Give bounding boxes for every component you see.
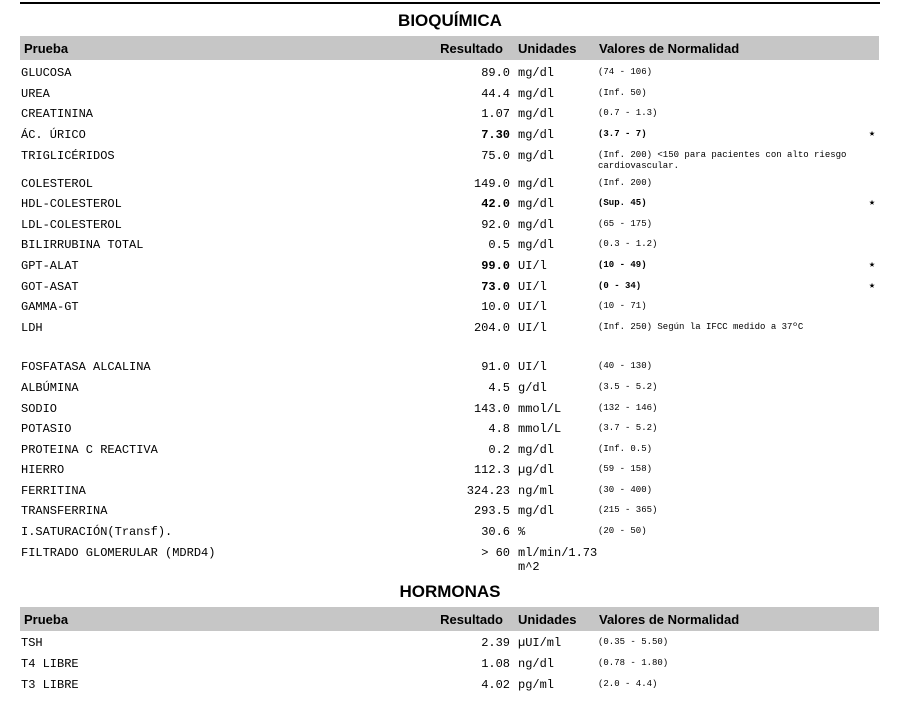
normal-range: (Sup. 45)	[598, 198, 647, 208]
test-name: BILIRRUBINA TOTAL	[21, 238, 144, 252]
test-name: T4 LIBRE	[21, 657, 79, 671]
test-name: GOT-ASAT	[21, 280, 79, 294]
normal-range: (59 - 158)	[598, 464, 653, 474]
table-row	[20, 377, 880, 397]
header-units: Unidades	[518, 612, 577, 627]
test-unit: UI/l	[518, 321, 547, 335]
test-name: CREATININA	[21, 107, 94, 121]
test-result: 4.5	[488, 381, 510, 395]
table-row	[20, 103, 880, 123]
test-name: LDH	[21, 321, 43, 335]
table-row	[20, 234, 880, 254]
test-name: FOSFATASA ALCALINA	[21, 360, 151, 374]
normal-range: (2.0 - 4.4)	[598, 679, 658, 689]
normal-range: (0.35 - 5.50)	[598, 637, 669, 647]
normal-range: (3.7 - 7)	[598, 129, 647, 139]
table-row	[20, 480, 880, 500]
normal-range: (30 - 400)	[598, 485, 653, 495]
normal-range: (3.7 - 5.2)	[598, 423, 658, 433]
test-name: TRANSFERRINA	[21, 504, 108, 518]
test-result: 99.0	[481, 259, 510, 273]
test-name: I.SATURACIÓN(Transf).	[21, 525, 173, 539]
table-header	[20, 607, 879, 631]
test-result: 75.0	[481, 149, 510, 163]
normal-range: (0 - 34)	[598, 281, 642, 291]
normal-range: (132 - 146)	[598, 403, 658, 413]
table-row	[20, 214, 880, 234]
test-unit: mg/dl	[518, 177, 555, 191]
test-name: TRIGLICÉRIDOS	[21, 149, 115, 163]
table-row	[20, 439, 880, 459]
normal-range: (10 - 49)	[598, 260, 647, 270]
test-unit: UI/l	[518, 360, 547, 374]
normal-range: (0.3 - 1.2)	[598, 239, 658, 249]
test-unit: mmol/L	[518, 422, 562, 436]
table-header	[20, 36, 879, 60]
test-unit: pg/ml	[518, 678, 555, 692]
test-name: GPT-ALAT	[21, 259, 79, 273]
test-unit: ng/dl	[518, 657, 555, 671]
normal-range: (Inf. 250) Según la IFCC medido a 37ºC	[598, 322, 804, 332]
test-result: 44.4	[481, 87, 510, 101]
test-result: 0.5	[488, 238, 510, 252]
test-name: POTASIO	[21, 422, 72, 436]
table-row	[20, 653, 880, 673]
test-result: 10.0	[481, 300, 510, 314]
table-row	[20, 632, 880, 652]
top-rule	[20, 2, 880, 4]
header-normal-range: Valores de Normalidad	[599, 612, 740, 627]
test-unit: mg/dl	[518, 197, 555, 211]
test-unit: mg/dl	[518, 87, 555, 101]
test-unit: mmol/L	[518, 402, 562, 416]
test-result: 293.5	[473, 504, 510, 518]
test-name: TSH	[21, 636, 43, 650]
test-name: FILTRADO GLOMERULAR (MDRD4)	[21, 546, 216, 560]
test-result: 1.08	[481, 657, 510, 671]
test-unit: mg/dl	[518, 149, 555, 163]
table-row	[20, 193, 880, 213]
test-result: 42.0	[481, 197, 510, 211]
header-result: Resultado	[440, 41, 503, 56]
test-name: LDL-COLESTEROL	[21, 218, 122, 232]
header-normal-range: Valores de Normalidad	[599, 41, 740, 56]
test-unit: UI/l	[518, 300, 547, 314]
test-result: 89.0	[481, 66, 510, 80]
normal-range: (3.5 - 5.2)	[598, 382, 658, 392]
table-row	[20, 62, 880, 82]
normal-range: (Inf. 200)	[598, 178, 653, 188]
table-row	[20, 83, 880, 103]
test-unit: µUI/ml	[518, 636, 562, 650]
test-unit: mg/dl	[518, 443, 555, 457]
test-result: 91.0	[481, 360, 510, 374]
test-result: 324.23	[466, 484, 510, 498]
test-result: 92.0	[481, 218, 510, 232]
test-unit: g/dl	[518, 381, 547, 395]
test-result: 1.07	[481, 107, 510, 121]
test-name: HIERRO	[21, 463, 65, 477]
test-unit: mg/dl	[518, 66, 555, 80]
test-name: ÁC. ÚRICO	[21, 128, 86, 142]
abnormal-flag-icon: ★	[869, 260, 876, 271]
table-row	[20, 317, 880, 337]
test-unit: mg/dl	[518, 128, 555, 142]
test-result: 112.3	[473, 463, 510, 477]
table-row	[20, 296, 880, 316]
abnormal-flag-icon: ★	[869, 129, 876, 140]
test-result: 7.30	[481, 128, 510, 142]
abnormal-flag-icon: ★	[869, 198, 876, 209]
header-result: Resultado	[440, 612, 503, 627]
test-unit: UI/l	[518, 259, 547, 273]
table-row	[20, 459, 880, 479]
test-name: COLESTEROL	[21, 177, 94, 191]
normal-range: (215 - 365)	[598, 505, 658, 515]
test-result: 143.0	[473, 402, 510, 416]
header-test: Prueba	[24, 41, 69, 56]
table-row	[20, 276, 880, 296]
section-title: BIOQUÍMICA	[398, 11, 502, 30]
test-unit: ml/min/1.73 m^2	[518, 546, 598, 574]
test-name: PROTEINA C REACTIVA	[21, 443, 158, 457]
table-row	[20, 542, 880, 574]
test-unit: µg/dl	[518, 463, 555, 477]
table-row	[20, 145, 880, 171]
test-name: T3 LIBRE	[21, 678, 79, 692]
table-row	[20, 521, 880, 541]
table-row	[20, 398, 880, 418]
normal-range: (0.7 - 1.3)	[598, 108, 658, 118]
test-unit: UI/l	[518, 280, 547, 294]
normal-range: (74 - 106)	[598, 67, 653, 77]
test-unit: mg/dl	[518, 238, 555, 252]
test-result: 30.6	[481, 525, 510, 539]
test-unit: mg/dl	[518, 218, 555, 232]
test-result: 149.0	[473, 177, 510, 191]
normal-range: (0.78 - 1.80)	[598, 658, 669, 668]
test-result: 4.8	[488, 422, 510, 436]
normal-range: (Inf. 200) <150 para pacientes con alto riesgo cardiovascular.	[598, 150, 847, 171]
normal-range: (20 - 50)	[598, 526, 647, 536]
header-test: Prueba	[24, 612, 69, 627]
test-result: 73.0	[481, 280, 510, 294]
test-name: UREA	[21, 87, 50, 101]
test-unit: ng/ml	[518, 484, 555, 498]
normal-range: (40 - 130)	[598, 361, 653, 371]
normal-range: (10 - 71)	[598, 301, 647, 311]
test-unit: mg/dl	[518, 107, 555, 121]
test-name: GAMMA-GT	[21, 300, 79, 314]
test-result: 4.02	[481, 678, 510, 692]
table-row	[20, 674, 880, 694]
normal-range: (Inf. 50)	[598, 88, 647, 98]
table-row	[20, 124, 880, 144]
normal-range: (65 - 175)	[598, 219, 653, 229]
table-row	[20, 500, 880, 520]
normal-range: (Inf. 0.5)	[598, 444, 653, 454]
test-name: ALBÚMINA	[21, 381, 79, 395]
test-name: HDL-COLESTEROL	[21, 197, 122, 211]
test-result: > 60	[481, 546, 510, 560]
table-row	[20, 255, 880, 275]
test-name: FERRITINA	[21, 484, 86, 498]
test-unit: mg/dl	[518, 504, 555, 518]
header-units: Unidades	[518, 41, 577, 56]
test-unit: %	[518, 525, 526, 539]
test-result: 0.2	[488, 443, 510, 457]
test-name: GLUCOSA	[21, 66, 72, 80]
abnormal-flag-icon: ★	[869, 281, 876, 292]
test-name: SODIO	[21, 402, 58, 416]
table-row	[20, 418, 880, 438]
test-result: 204.0	[473, 321, 510, 335]
test-result: 2.39	[481, 636, 510, 650]
section-title: HORMONAS	[399, 582, 501, 601]
table-row	[20, 173, 880, 193]
table-row	[20, 356, 880, 376]
